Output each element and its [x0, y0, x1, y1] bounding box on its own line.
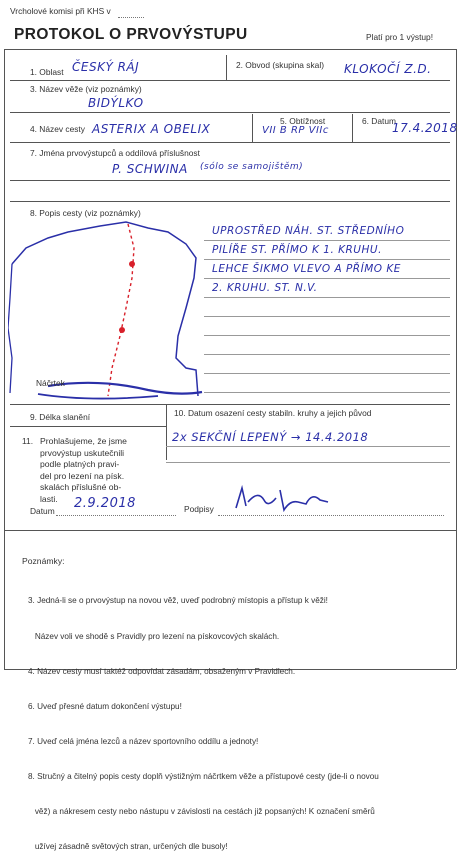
prohlaseni-line: skalách příslušné ob-: [40, 482, 122, 492]
prohlaseni-line: prvovýstup uskutečnili: [40, 447, 125, 458]
prohlaseni-text: [40, 436, 127, 505]
note-line: 6. Uveď přesné datum dokončení výstupu!: [28, 701, 182, 711]
popis-line: PILÍŘE ST. PŘÍMO K 1. KRUHU.: [212, 244, 382, 256]
podpisy-label: Podpisy: [184, 504, 214, 514]
page-title: PROTOKOL O PRVOVÝSTUPU: [14, 26, 248, 43]
popis-text: [212, 222, 452, 298]
popis-line: 2. KRUHU. ST. N.V.: [212, 282, 318, 294]
ring-2-icon: [119, 327, 125, 333]
ring-1-icon: [129, 261, 135, 267]
cesta-value: ASTERIX A OBELIX: [92, 122, 211, 136]
tower-outline: [12, 222, 198, 396]
cesta-label: 4. Název cesty: [30, 124, 85, 134]
popis-line: LEHCE ŠIKMO VLEVO A PŘÍMO KE: [212, 263, 401, 275]
datum2-label: Datum: [30, 506, 55, 516]
ground-scribble: [38, 394, 158, 399]
note-line: 3. Jedná-li se o prvovýstup na novou věž, uveď podrobný místopis a přístup k věži!: [28, 596, 328, 606]
datum-label: 6. Datum: [362, 116, 396, 126]
notes-title: Poznámky:: [22, 556, 65, 566]
prohlaseni-line: Prohlašujeme, že jsme: [40, 436, 127, 446]
tower-left-edge: [8, 264, 12, 393]
prohlaseni-number: 11.: [22, 436, 34, 446]
popis-line: UPROSTŘED NÁH. ST. STŘEDNÍHO: [212, 225, 405, 237]
vez-label: 3. Název věže (viz poznámky): [30, 84, 142, 94]
oblast-value: ČESKÝ RÁJ: [72, 60, 140, 74]
oblast-label: 1. Oblast: [30, 67, 64, 77]
vez-value: BIDÝLKO: [88, 96, 144, 110]
prohlaseni-line: del pro lezení na písk.: [40, 470, 125, 481]
route-line: [108, 224, 134, 396]
obtiznost-label: 5. Obtížnost: [280, 116, 326, 126]
jmena-label: 7. Jména prvovýstupců a oddílová příslušnost: [30, 148, 200, 158]
ground-scribble: [48, 383, 202, 394]
prohlaseni-line: podle platných pravi-: [40, 459, 120, 469]
obvod-label: 2. Obvod (skupina skal): [236, 60, 324, 70]
jmena-note: (sólo se samojištěm): [200, 162, 304, 172]
note-line: věž) a nákresem cesty nebo nástupu v závislosti na cestách již popsaných! K označení směrů: [28, 807, 375, 817]
obtiznost-value: VII B RP VIIc: [262, 125, 329, 136]
copies-note: Platí pro 1 výstup!: [366, 32, 434, 42]
jmena-value: P. SCHWINA: [112, 162, 188, 176]
obvod-value: KLOKOČÍ Z.D.: [344, 62, 432, 76]
popis-label: 8. Popis cesty (viz poznámky): [30, 208, 141, 218]
nacrtek-label: Náčrtek: [36, 378, 65, 388]
signature-icon: [228, 482, 338, 516]
note-line: užívej zásadně světových stran, určených dle busoly!: [28, 842, 228, 852]
note-line: Název voli ve shodě s Pravidly pro lezení na pískovcových skalách.: [28, 631, 280, 641]
note-line: 8. Stručný a čitelný popis cesty doplň výstižným náčrtkem věže a přístupové cesty (jde-li o novou: [28, 771, 379, 781]
note-line: 7. Uveď celá jména lezců a název sportovního oddílu a jednoty!: [28, 736, 259, 746]
datum-value: 17.4.2018: [392, 121, 458, 135]
osazeni-value: 2x SEKČNÍ LEPENÝ → 14.4.2018: [172, 430, 369, 444]
notes-list: [28, 572, 379, 865]
note-line: 4. Název cesty musí taktéž odpovídat zásadám, obsaženým v Pravidlech.: [28, 666, 296, 676]
prohlaseni-line: lasti.: [40, 493, 58, 504]
datum2-value: 2.9.2018: [74, 496, 136, 511]
osazeni-label: 10. Datum osazení cesty stabiln. kruhy a jejich původ: [174, 408, 372, 418]
slaneni-label: 9. Délka slanění: [30, 412, 91, 422]
committee-label: Vrcholové komisi při KHS v: [10, 6, 111, 16]
